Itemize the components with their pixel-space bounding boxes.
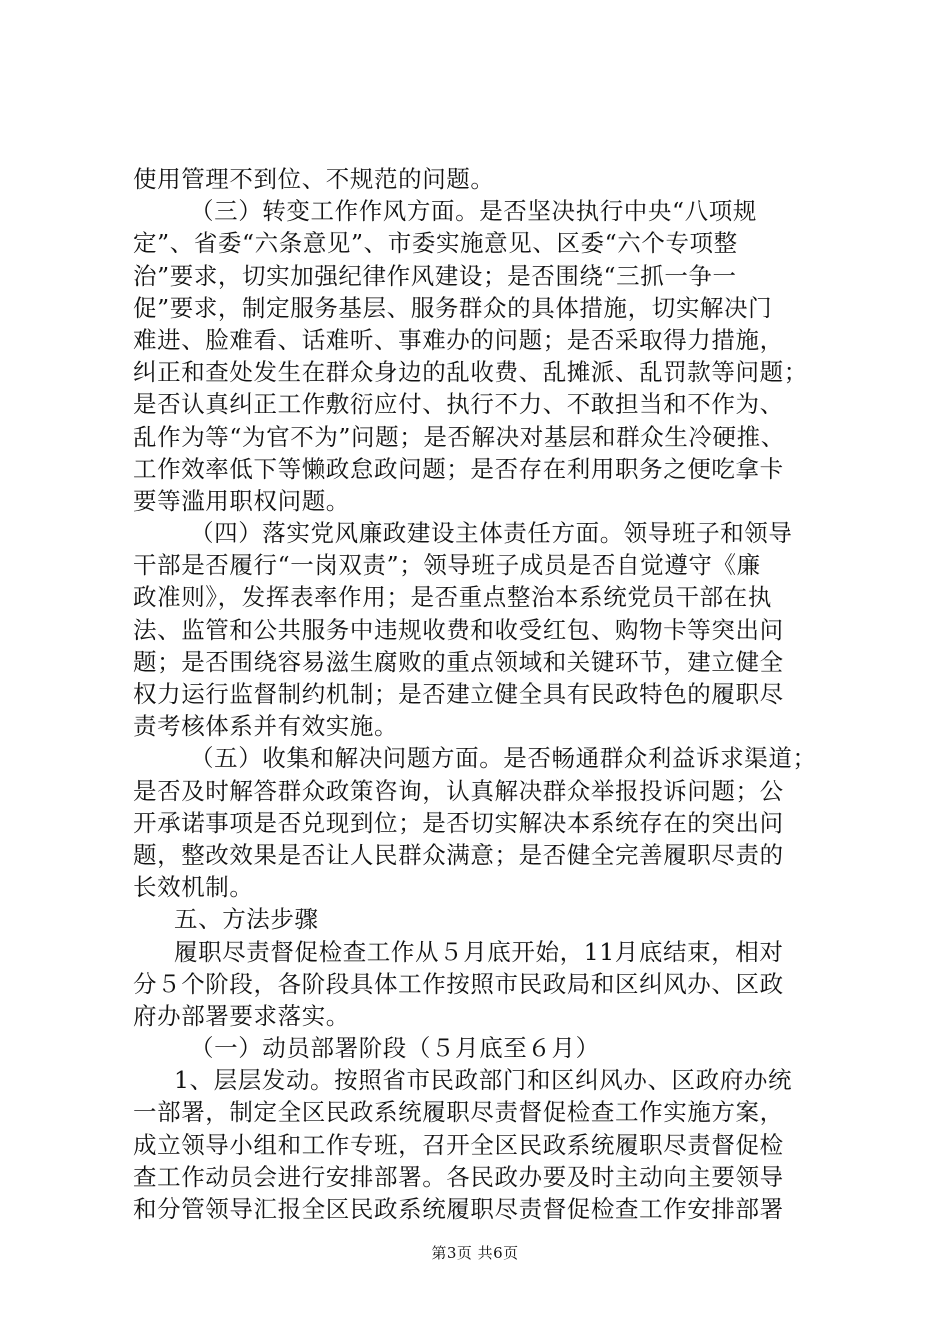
text-line: 府办部署要求落实。 [133, 1001, 350, 1030]
section-heading: 五、方法步骤 [174, 905, 319, 934]
text-line: 1、层层发动。按照省市民政部门和区纠风办、区政府办统 [174, 1066, 793, 1095]
text-line: 查工作动员会进行安排部署。各民政办要及时主动向主要领导 [133, 1162, 784, 1191]
text-line: 开承诺事项是否兑现到位；是否切实解决本系统存在的突出问 [133, 808, 784, 837]
text-line: 促”要求，制定服务基层、服务群众的具体措施，切实解决门 [133, 293, 773, 322]
text-line: 使用管理不到位、不规范的问题。 [133, 165, 495, 193]
text-line: 纠正和查处发生在群众身边的乱收费、乱摊派、乱罚款等问题； [133, 358, 808, 387]
text-line: 乱作为等“为官不为”问题；是否解决对基层和群众生冷硬推、 [133, 422, 785, 451]
text-line: 政准则》，发挥表率作用；是否重点整治本系统党员干部在执 [133, 583, 772, 612]
text-line: 和分管领导汇报全区民政系统履职尽责督促检查工作安排部署 [133, 1195, 784, 1223]
text-line: 定”、省委“六条意见”、市委实施意见、区委“六个专项整 [133, 229, 738, 258]
text-line: 成立领导小组和工作专班，召开全区民政系统履职尽责督促检 [133, 1130, 784, 1159]
text-line: 是否及时解答群众政策咨询，认真解决群众举报投诉问题；公 [133, 776, 784, 805]
text-line: 长效机制。 [133, 873, 254, 902]
subsection-heading: （一）动员部署阶段（５月底至６月） [190, 1034, 600, 1063]
text-line: 治”要求，切实加强纪律作风建设；是否围绕“三抓一争一 [133, 261, 737, 290]
text-line: 是否认真纠正工作敷衍应付、执行不力、不敢担当和不作为、 [133, 390, 784, 419]
text-line: 法、监管和公共服务中违规收费和收受红包、购物卡等突出问 [133, 615, 784, 644]
text-line: 干部是否履行“一岗双责”；领导班子成员是否自觉遵守《廉 [133, 551, 761, 580]
text-line: 工作效率低下等懒政怠政问题；是否存在利用职务之便吃拿卡 [133, 454, 784, 483]
text-line: 题，整改效果是否让人民群众满意；是否健全完善履职尽责的 [133, 840, 784, 869]
text-line: （五）收集和解决问题方面。是否畅通群众利益诉求渠道； [190, 744, 817, 773]
text-line: 难进、脸难看、话难听、事难办的问题；是否采取得力措施， [133, 325, 784, 354]
text-line: 责考核体系并有效实施。 [133, 712, 399, 741]
text-line: （三）转变工作作风方面。是否坚决执行中央“八项规 [190, 197, 757, 226]
page-number-footer: 第3页 共6页 [431, 1244, 519, 1262]
text-line: 权力运行监督制约机制；是否建立健全具有民政特色的履职尽 [133, 680, 784, 708]
body-text [133, 163, 833, 1225]
text-line: 要等滥用职权问题。 [133, 486, 350, 515]
text-line: （四）落实党风廉政建设主体责任方面。领导班子和领导 [190, 519, 793, 548]
text-line: 题；是否围绕容易滋生腐败的重点领域和关键环节，建立健全 [133, 647, 784, 676]
text-line: 分５个阶段，各阶段具体工作按照市民政局和区纠风办、区政 [133, 969, 784, 998]
text-line: 履职尽责督促检查工作从５月底开始，11月底结束，相对 [174, 937, 784, 966]
text-line: 一部署，制定全区民政系统履职尽责督促检查工作实施方案， [133, 1098, 784, 1127]
